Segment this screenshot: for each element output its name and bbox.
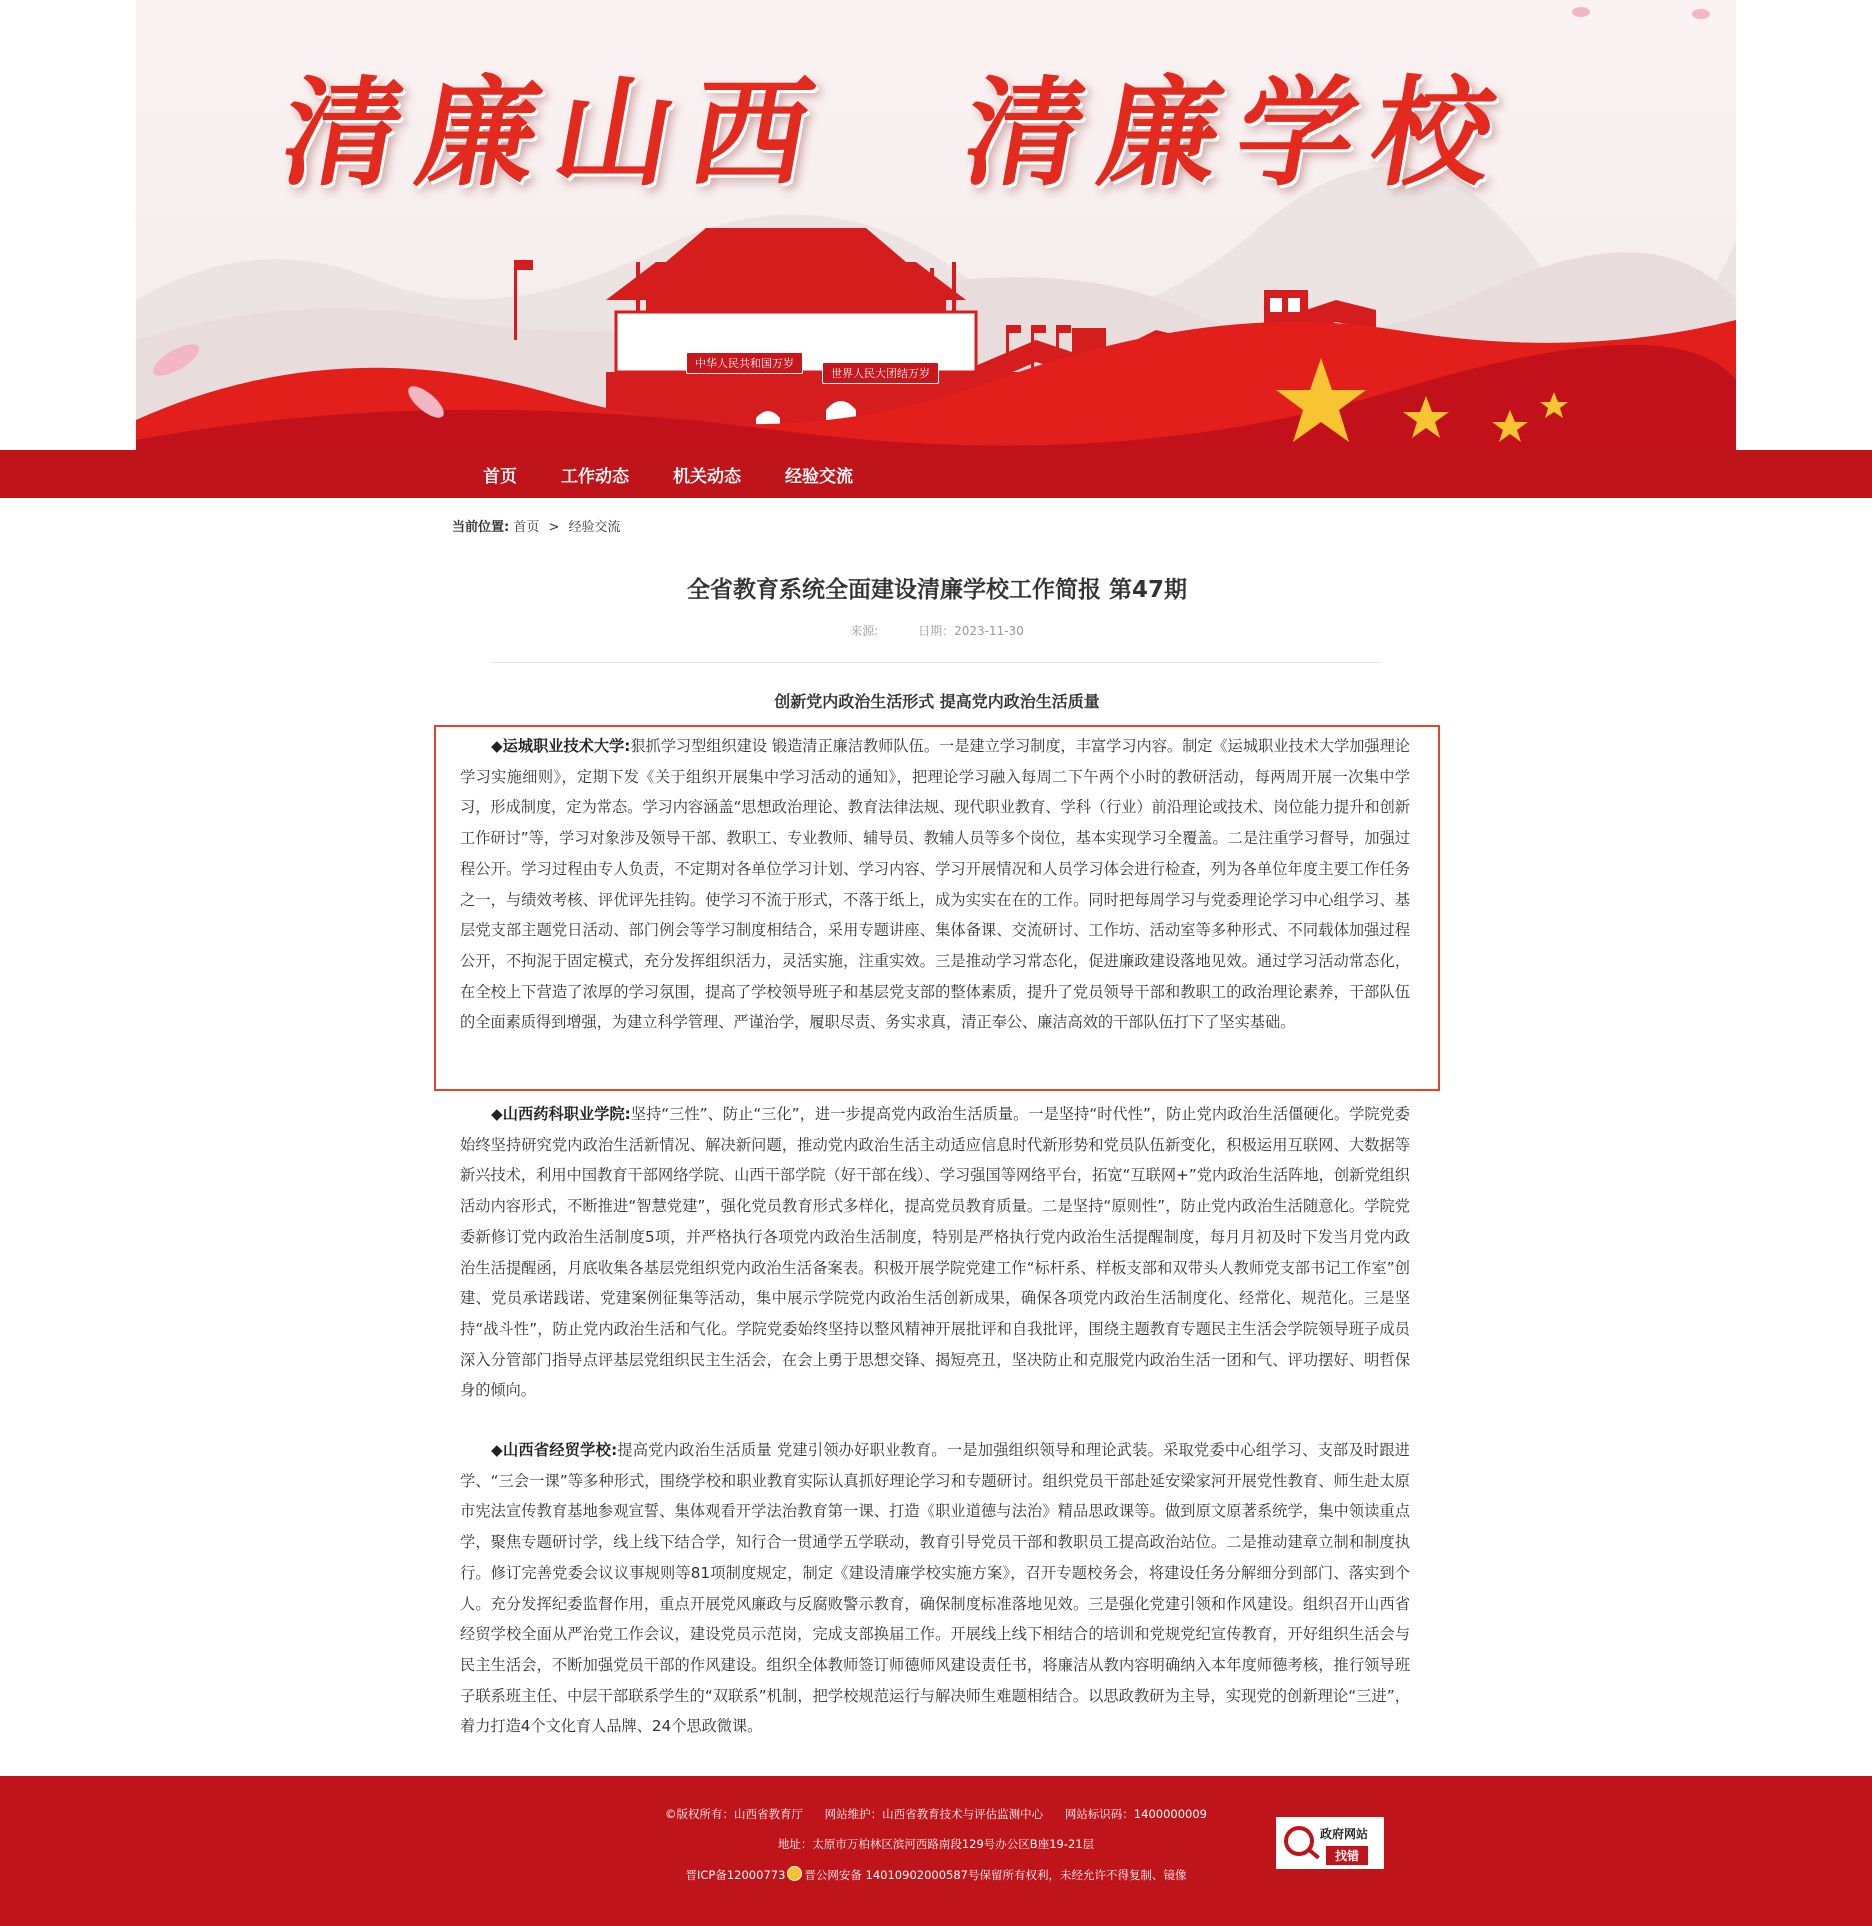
nav-item-home[interactable]: 首页 [483, 466, 517, 487]
petal [1572, 7, 1590, 17]
footer [0, 1776, 1872, 1926]
wall-tower [1270, 298, 1282, 312]
paragraph-lead: ◆山西省经贸学校: [491, 1441, 618, 1459]
badge-top-text: 政府网站 [1320, 1827, 1369, 1841]
footer-line-record [0, 1866, 1872, 1883]
gate-slogan-right: 世界人民大团结万岁 [822, 362, 939, 384]
footer-icp-link[interactable]: 晋ICP备12000773 [685, 1868, 786, 1882]
article-meta [452, 622, 1422, 639]
footer-police-record[interactable]: 晋公网安备 14010902000587号保留所有权利，未经允许不得复制、镜像 [804, 1868, 1187, 1882]
breadcrumb-current-link[interactable]: 经验交流 [568, 520, 621, 535]
article-subheading: 创新党内政治生活形式 提高党内政治生活质量 [774, 692, 1100, 711]
nav-item-experience[interactable]: 经验交流 [785, 466, 853, 487]
breadcrumb [452, 516, 621, 535]
paragraph-lead: ◆运城职业技术大学: [491, 737, 631, 755]
breadcrumb-separator: > [548, 520, 560, 535]
petal [1692, 9, 1710, 19]
paragraph-text: 坚持“三性”、防止“三化”，进一步提高党内政治生活质量。一是坚持“时代性”，防止党内政治生活僵硬化。学院党委始终坚持研究党内政治生活新情况、解决新问题，推动党内政治生活主动适应信息时代新形势和党员队伍新变化，积极运用互联网、大数据等新兴技术，利用中国教育干部网络学院、山西干部学院（好干部在线）、学习强国等网络平台，拓宽“互联网+”党内政治生活阵地，创新党组织活动内容形式，不断推进“智慧党建”，强化党员教育形式多样化，提高党员教育质量。二是坚持“原则性”，防止党内政治生活随意化。学院党委新修订党内政治生活制度5项，并严格执行各项党内政治生活制度，特别是严格执行党内政治生活提醒制度，每月月初及时下发当月党内政治生活提醒函，月底收集各基层党组织党内政治生活备案表。积极开展学院党建工作“标杆系、样板支部和双带头人教师党支部书记工作室”创建、党员承诺践诺、党建案例征集等活动，集中展示学院党内政治生活创新成果，确保各项党内政治生活制度化、经常化、规范化。三是坚持“战斗性”，防止党内政治生活和气化。学院党委始终坚持以整风精神开展批评和自我批评，围绕主题教育专题民主生活会学院领导班子成员深入分管部门指导点评基层党组织民主生活会，在会上勇于思想交锋、揭短亮丑，坚决防止和克服党内政治生活一团和气、评功摆好、明哲保身的倾向。 [460, 1105, 1410, 1400]
banner-title-left: 清廉山西 [272, 63, 841, 202]
divider [491, 662, 1381, 663]
magnifier-handle [1308, 1849, 1320, 1860]
article-paragraph [460, 1099, 1410, 1406]
header-banner [136, 0, 1736, 450]
footer-line-copyright [0, 1806, 1872, 1822]
breadcrumb-home-link[interactable]: 首页 [513, 520, 540, 535]
article-title: 全省教育系统全面建设清廉学校工作简报 第47期 [686, 577, 1187, 603]
footer-site-code: 网站标识码：1400000009 [1064, 1807, 1207, 1821]
article-source: 来源: [850, 624, 879, 638]
wall-tower [1288, 298, 1300, 312]
nav-item-agency-news[interactable]: 机关动态 [673, 466, 741, 487]
footer-line-address [0, 1836, 1872, 1852]
paragraph-lead: ◆山西药科职业学院: [491, 1105, 631, 1123]
article-paragraph [460, 1435, 1410, 1742]
badge-bottom-text: 找错 [1326, 1846, 1368, 1865]
nav-item-work-news[interactable]: 工作动态 [561, 466, 629, 487]
article-paragraph [460, 731, 1410, 1038]
breadcrumb-label: 当前位置: [452, 520, 510, 535]
footer-copyright: ©版权所有：山西省教育厅 [665, 1807, 803, 1821]
banner-title-right: 清廉学校 [954, 63, 1523, 202]
main-nav [0, 450, 1872, 498]
police-badge-icon [787, 1866, 802, 1881]
article-date: 日期：2023-11-30 [918, 624, 1024, 638]
paragraph-text: 狠抓学习型组织建设 锻造清正廉洁教师队伍。一是建立学习制度，丰富学习内容。制定《运城职业技术大学加强理论学习实施细则》，定期下发《关于组织开展集中学习活动的通知》，把理论学习融入每周二下午两个小时的教研活动，每两周开展一次集中学习，形成制度，定为常态。学习内容涵盖“思想政治理论、教育法律法规、现代职业教育、学科（行业）前沿理论或技术、岗位能力提升和创新工作研讨”等，学习对象涉及领导干部、教职工、专业教师、辅导员、教辅人员等多个岗位，基本实现学习全覆盖。二是注重学习督导，加强过程公开。学习过程由专人负责，不定期对各单位学习计划、学习内容、学习开展情况和人员学习体会进行检查，列为各单位年度主要工作任务之一，与绩效考核、评优评先挂钩。使学习不流于形式，不落于纸上，成为实实在在的工作。同时把每周学习与党委理论学习中心组学习、基层党支部主题党日活动、部门例会等学习制度相结合，采用专题讲座、集体备课、交流研讨、工作坊、活动室等多种形式、不同载体加强过程公开，不拘泥于固定模式，充分发挥组织活力，灵活实施，注重实效。三是推动学习常态化，促进廉政建设落地见效。通过学习活动常态化，在全校上下营造了浓厚的学习氛围，提高了学校领导班子和基层党支部的整体素质，提升了党员领导干部和教职工的政治理论素养，干部队伍的全面素质得到增强，为建立科学管理、严谨治学，履职尽责、务实求真，清正奉公、廉洁高效的干部队伍打下了坚实基础。 [460, 737, 1410, 1032]
paragraph-text: 提高党内政治生活质量 党建引领办好职业教育。一是加强组织领导和理论武装。采取党委中心组学习、支部及时跟进学、“三会一课”等多种形式，围绕学校和职业教育实际认真抓好理论学习和专题研讨。组织党员干部赴延安梁家河开展党性教育、师生赴太原市宪法宣传教育基地参观宣誓、集体观看开学法治教育第一课、打造《职业道德与法治》精品思政课等。做到原文原著系统学，集中领读重点学，聚焦专题研讨学，线上线下结合学，知行合一贯通学五学联动，教育引导党员干部和教职员工提高政治站位。二是推动建章立制和制度执行。修订完善党委会议议事规则等81项制度规定，制定《建设清廉学校实施方案》，召开专题校务会，将建设任务分解细分到部门、落实到个人。充分发挥纪委监督作用，重点开展党风廉政与反腐败警示教育，确保制度标准落地见效。三是强化党建引领和作风建设。组织召开山西省经贸学校全面从严治党工作会议，建设党员示范岗，完成支部换届工作。开展线上线下相结合的培训和党规党纪宣传教育，开好组织生活会与民主生活会，不断加强党员干部的作风建设。组织全体教师签订师德师风建设责任书，将廉洁从教内容明确纳入本年度师德考核，推行领导班子联系班主任、中层干部联系学生的“双联系”机制，把学校规范运行与解决师生难题相结合。以思政教研为主导，实现党的创新理论“三进”，着力打造4个文化育人品牌、24个思政微课。 [460, 1441, 1410, 1736]
footer-address: 地址：太原市万柏林区滨河西路南段129号办公区B座19-21层 [777, 1837, 1095, 1851]
gov-site-error-report-button[interactable] [1276, 1817, 1384, 1869]
footer-maintainer: 网站维护：山西省教育技术与评估监测中心 [824, 1807, 1044, 1821]
gate-slogan-left: 中华人民共和国万岁 [686, 352, 803, 374]
